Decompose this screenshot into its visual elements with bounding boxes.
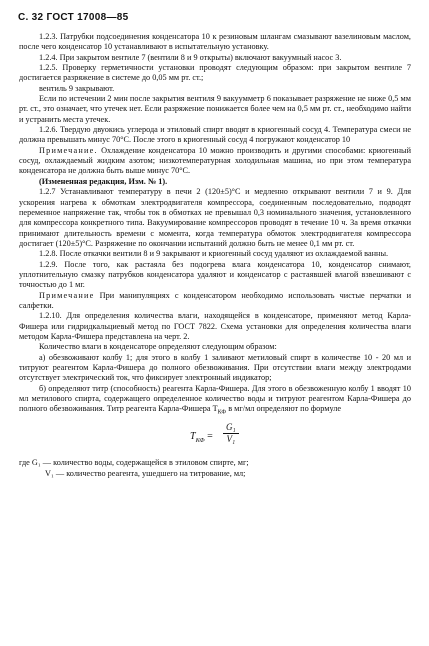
formula-equals: = — [204, 431, 213, 443]
note-label-2: Примечание — [39, 290, 95, 300]
note-cooling — [19, 146, 411, 177]
paragraph-1-2-6: 1.2.6. Твердую двуокись углерода и этиловый спирт вводят в криогенный сосуд 4. Температура смеси не должна превышать минус 70°С. После этого в криогенный сосуд 4 погружают конденсатор 10 — [19, 125, 411, 145]
formula-lhs-symbol: T — [190, 431, 196, 443]
note-gloves — [19, 291, 411, 312]
paragraph-leak-check: Если по истечении 2 мин после закрытия вентиля 9 вакуумметр 6 показывает разряжение не ниже 0,5 мм рт. ст., это означает, что утечек нет. Если разряжение понижается более чем на 0,5 мм рт. ст., необходимо найти и устранить места утечек. — [19, 94, 411, 124]
step-b-tail: в мг/мл определяют по формуле — [226, 404, 342, 414]
step-b-text: б) определяют титр (способность) реагента Карла-Фишера. Для этого в обезвоженную колбу 1 вводят 10 мл метилового спирта, содержащего определенное количество воды и титруют реагентом Карла-Фишера до полного обезвоживания. Титр реагента Карла-Фишера T — [19, 383, 411, 414]
paragraph-1-2-9: 1.2.9. После того, как растаяла без подогрева влага конденсатора 10, конденсатор снимают, уплотнительную смазку патрубков конденсатора удаляют и конденсатор с растаявшей влагой взвешивают с точностью до 1 мг. — [19, 259, 411, 290]
formula-lhs — [190, 432, 213, 446]
note-label: Примечание. — [39, 145, 98, 155]
paragraph-1-2-4: 1.2.4. При закрытом вентиле 7 (вентили 8 и 9 открыты) включают вакуумный насос 3. — [39, 52, 342, 62]
paragraph-step-b — [19, 384, 411, 419]
paragraph-1-2-8: 1.2.8. После откачки вентили 8 и 9 закрывают и криогенный сосуд удаляют из охлаждаемой ванны. — [39, 249, 389, 259]
paragraph-1-2-3: 1.2.3. Патрубки подсоединения конденсатора 10 к резиновым шлангам смазывают вазелиновым маслом, после чего конденсатор 10 устанавливают в испытательную установку. — [19, 32, 411, 52]
formula-definitions — [19, 458, 411, 479]
titr-formula — [19, 420, 411, 456]
note-text: Охлаждение конденсатора 10 можно производить и другими способами: криогенный сосуд, охлаждаемый жидким азотом; низкотемпературная холодильная машина, но при этом температура конденсатора не должна быть выше минус 70°С. — [19, 145, 411, 176]
note-text-2: При манипуляциях с конденсатором необходимо использовать чистые перчатки и салфетки. — [19, 290, 411, 310]
formula-lhs-subscript: КФ — [195, 437, 205, 445]
definition-g1: где G₁ — количество воды, содержащейся в этиловом спирте, мг; — [19, 458, 249, 468]
paragraph-moisture-intro: Количество влаги в конденсаторе определяют следующим образом: — [39, 342, 277, 352]
definition-v1: V₁ — количество реагента, ушедшего на титрование, мл; — [45, 468, 246, 478]
document-body — [19, 32, 411, 479]
paragraph-step-a: а) обезвоживают колбу 1; для этого в колбу 1 заливают метиловый спирт в количестве 10 - 20 мл и титруют реагентом Карла-Фишера до полного обезвоживания. При отсутствии влаги между электродами отсутствует электрический ток, что фиксирует электронный индикатор; — [19, 352, 411, 383]
paragraph-1-2-5: 1.2.5. Проверку герметичности установки проводят следующим образом: при закрытом вентиле 7 достигается разряжение в системе до 0,05 мм рт. ст.; — [19, 63, 411, 83]
paragraph-1-2-10: 1.2.10. Для определения количества влаги, находящейся в конденсаторе, применяют метод Карла-Фишера или гидридкальциевый метод по ГОСТ 7822. Схема установки для определения количества влаги методом Карла-Фишера представлена на черт. 2. — [19, 311, 411, 341]
page-header: С. 32 ГОСТ 17008—85 — [18, 12, 129, 23]
formula-denominator: V₁ — [226, 434, 236, 445]
amendment-note: (Измененная редакция, Изм. № 1). — [39, 176, 168, 186]
formula-numerator: G₁ — [223, 422, 239, 434]
formula-fraction — [223, 422, 239, 445]
paragraph-valve-close: вентиль 9 закрывают. — [39, 83, 115, 93]
step-b-subscript: КФ — [217, 410, 227, 417]
paragraph-1-2-7: 1.2.7 Устанавливают температуру в печи 2 (120±5)°С и медленно открывают вентили 7 и 9. Для ускорения нагрева к обмоткам электродвигателя компрессора, соединенным последовательно, подводят переменное напряжение так, чтобы ток в обмотках не превышал 0,3 номинального значения, установленного для компрессора конкретного типа. Вакуумирование компрессоров проводят в течение 10 ч. За время откачки принимают длительность времени с момента, когда температура обмоток электродвигателя компрессора достигает (120±5)°С. Разряжение по окончании испытаний должно быть не менее 0,1 мм рт. ст. — [19, 187, 411, 248]
